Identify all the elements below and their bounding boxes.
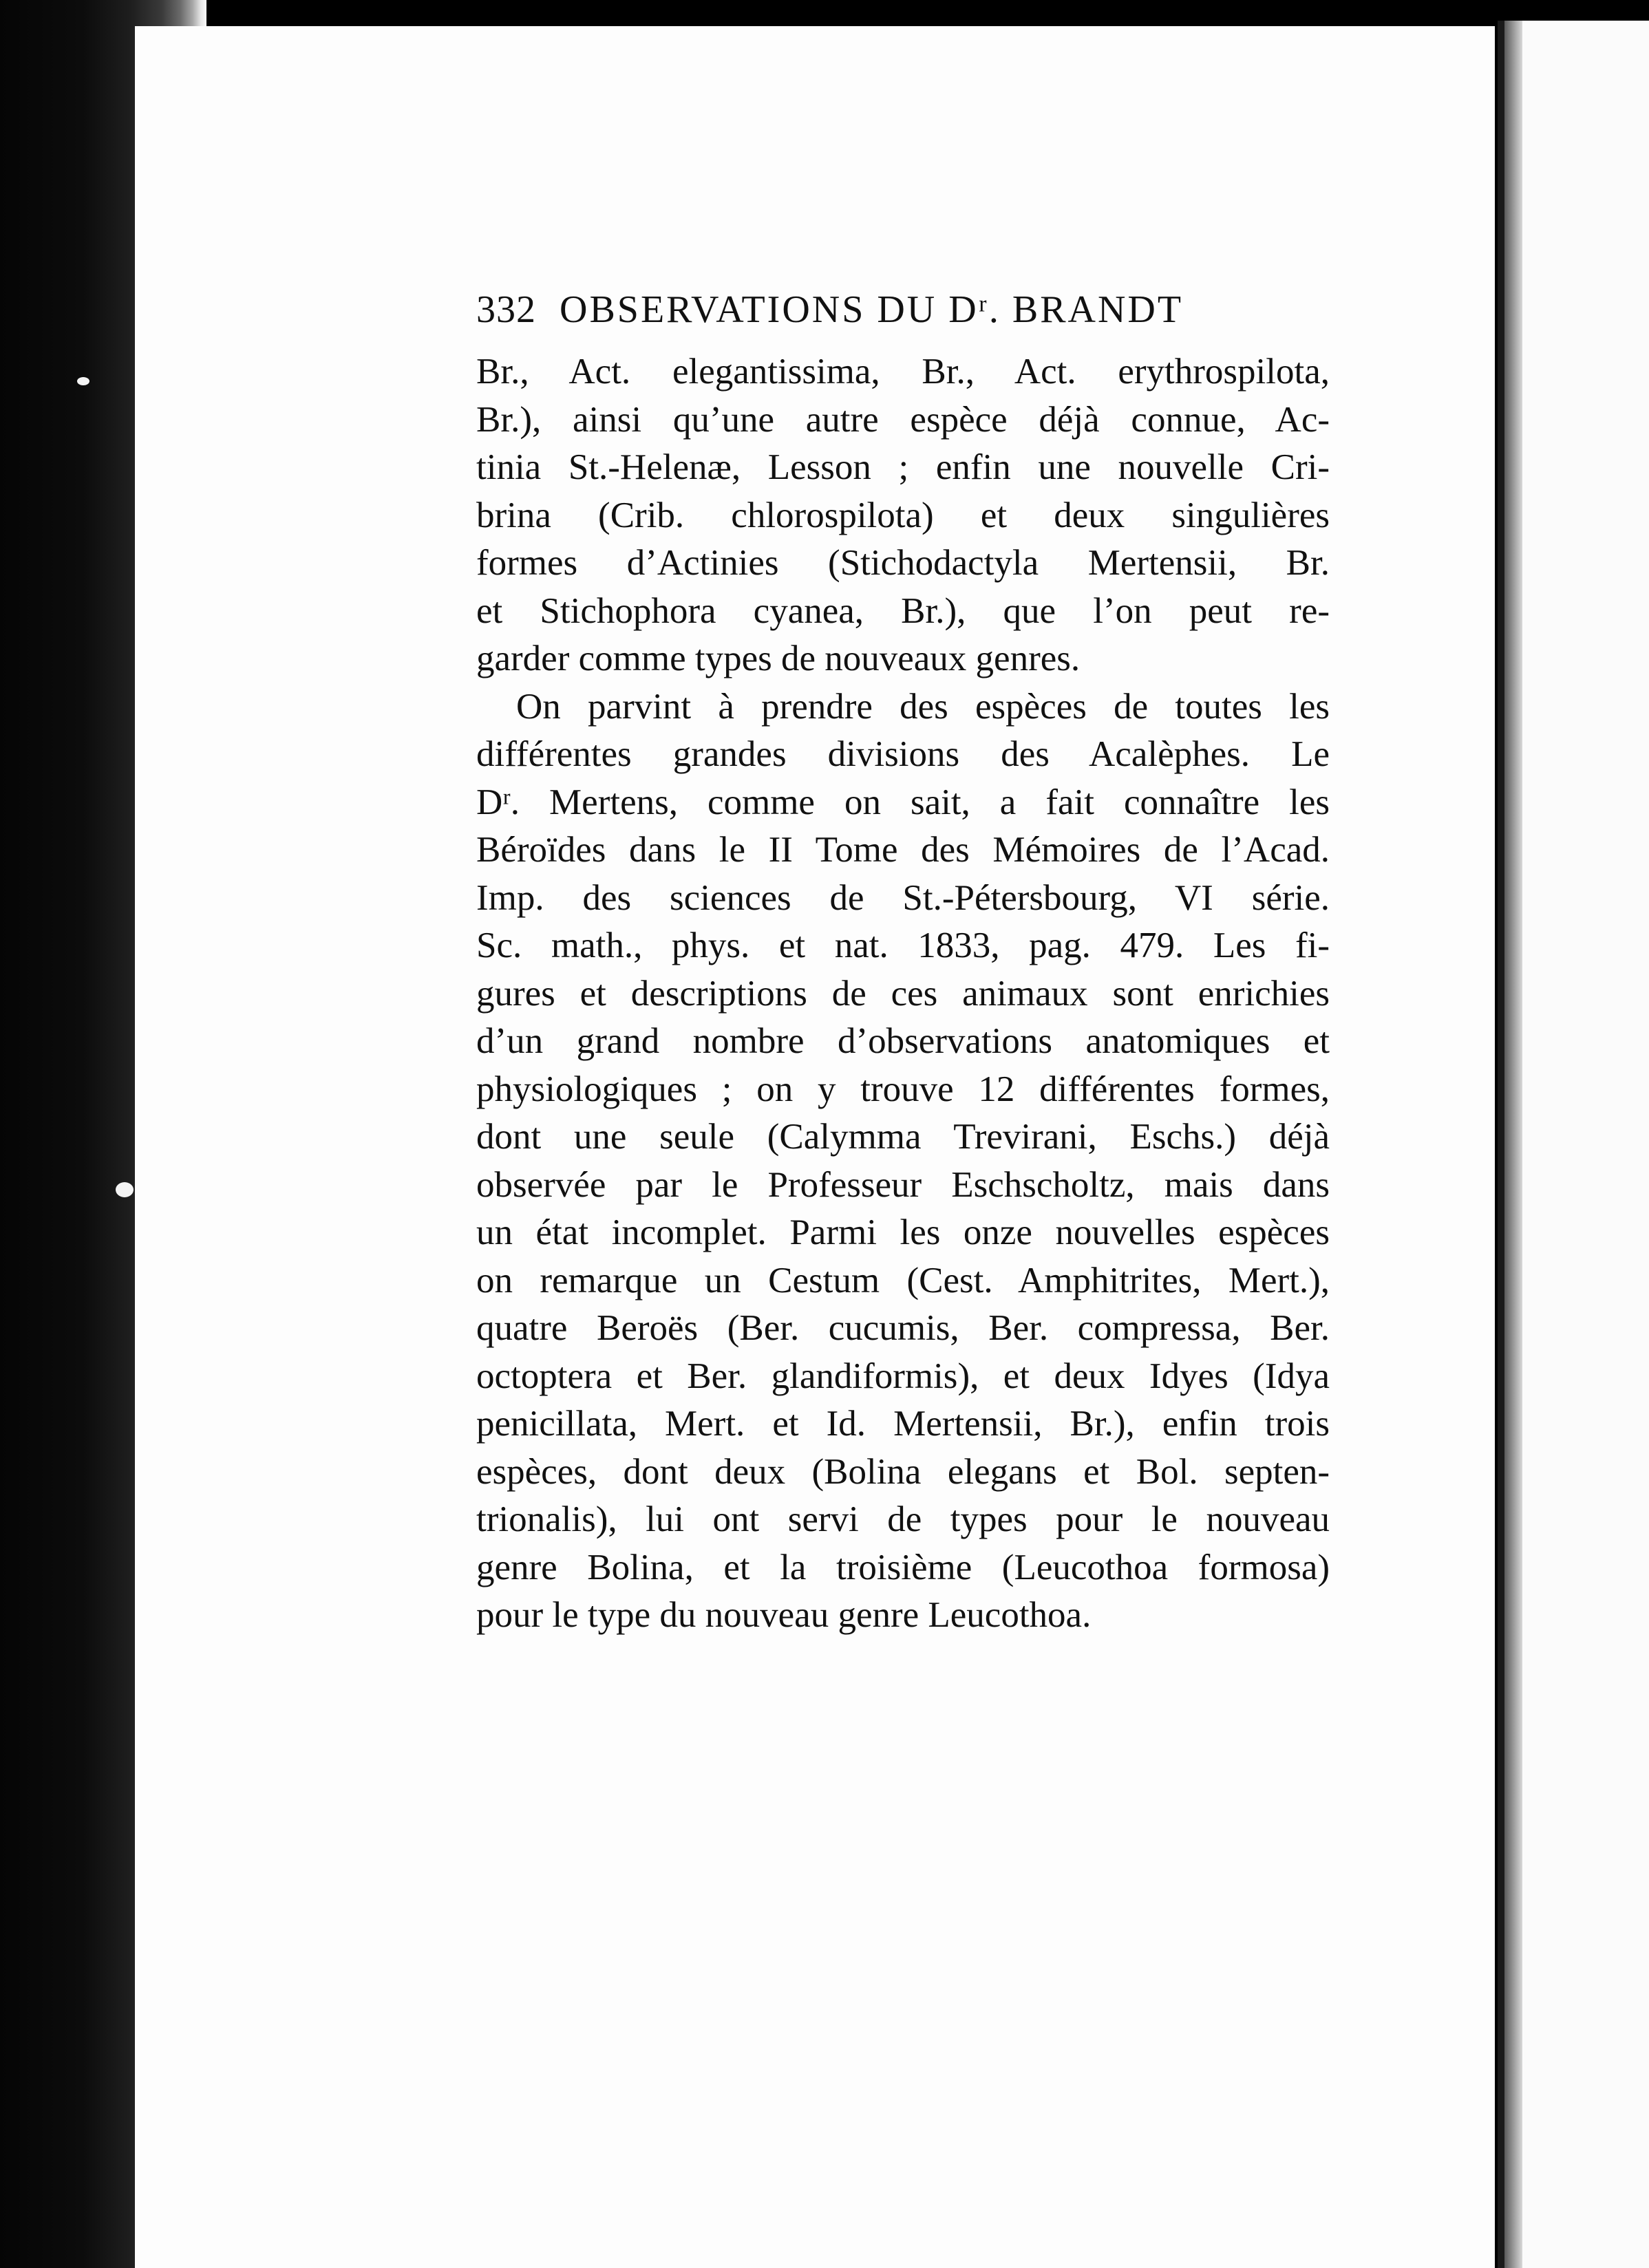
running-head <box>476 288 1330 348</box>
scan-speck <box>116 1182 134 1197</box>
text-line: Sc. math., phys. et nat. 1833, pag. 479. Les fi- <box>476 926 1330 965</box>
text-line: espèces, dont deux (Bolina elegans et Bol. septen- <box>476 1451 1330 1492</box>
adjacent-page-edge <box>1498 21 1649 2268</box>
scan-speck <box>77 377 89 385</box>
text-line: Imp. des sciences de St.-Pétersbourg, VI série. <box>476 877 1330 918</box>
page-number: 332 <box>476 288 536 331</box>
paragraph-2 <box>476 683 1330 1640</box>
text-line: formes d’Actinies (Stichodactyla Mertensii, Br. <box>476 543 1330 583</box>
text-line: pour le type du nouveau genre Leucothoa. <box>476 1595 1092 1635</box>
text-line: trionalis), lui ont servi de types pour le nouveau <box>476 1499 1330 1539</box>
text-line: observée par le Professeur Eschscholtz, mais dans <box>476 1164 1330 1205</box>
page-text-block <box>476 288 1330 1640</box>
text-line: différentes grandes divisions des Acalèphes. Le <box>476 734 1330 774</box>
text-line: dont une seule (Calymma Trevirani, Eschs.) déjà <box>476 1117 1330 1157</box>
text-line: octoptera et Ber. glandiformis), et deux Idyes (Idya <box>476 1356 1330 1396</box>
text-line: gures et descriptions de ces animaux sont enrichies <box>476 973 1330 1014</box>
text-line: et Stichophora cyanea, Br.), que l’on peut re- <box>476 590 1330 631</box>
text-line: d’un grand nombre d’observations anatomiques et <box>476 1021 1330 1061</box>
text-line: on remarque un Cestum (Cest. Amphitrites, Mert.), <box>476 1260 1330 1301</box>
text-line: Béroïdes dans le II Tome des Mémoires de l’Acad. <box>476 830 1330 870</box>
text-line: Br.), ainsi qu’une autre espèce déjà connue, Ac- <box>476 399 1330 440</box>
text-line: tinia St.-Helenæ, Lesson ; enfin une nouvelle Cri- <box>476 447 1330 487</box>
adjacent-page-gutter <box>1504 21 1522 2268</box>
text-line: brina (Crib. chlorospilota) et deux singulières <box>476 495 1330 535</box>
text-line: physiologiques ; on y trouve 12 différentes formes, <box>476 1069 1330 1109</box>
text-line: Dʳ. Mertens, comme on sait, a fait connaître les <box>476 782 1330 822</box>
text-line: quatre Beroës (Ber. cucumis, Ber. compressa, Ber. <box>476 1308 1330 1348</box>
text-line: genre Bolina, et la troisième (Leucothoa formosa) <box>476 1547 1330 1587</box>
text-line: garder comme types de nouveaux genres. <box>476 639 1081 678</box>
text-line: un état incomplet. Parmi les onze nouvelles espèces <box>476 1212 1330 1252</box>
text-line: Br., Act. elegantissima, Br., Act. erythrospilota, <box>476 352 1330 392</box>
text-line: penicillata, Mert. et Id. Mertensii, Br.), enfin trois <box>476 1404 1330 1444</box>
paragraph-1 <box>476 348 1330 683</box>
running-title: OBSERVATIONS DU Dʳ. BRANDT <box>560 288 1184 331</box>
text-line: On parvint à prendre des espèces de toutes les <box>516 686 1330 727</box>
